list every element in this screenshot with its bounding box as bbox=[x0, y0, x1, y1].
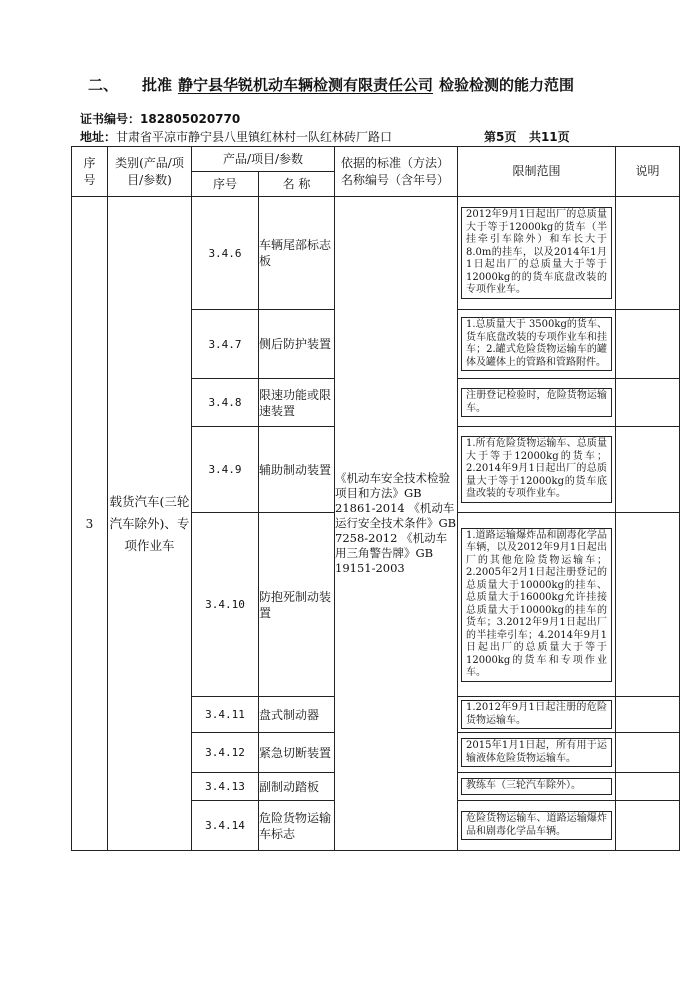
row-limit: 2012年9月1日起出厂的总质量大于等于12000kg的货车（半挂牵引车除外）和车长大于8.0m的挂车，以及2014年1月1日起出厂的总质量大于等于12000kg的的货车底盘改装的专项作业车。 bbox=[461, 207, 612, 299]
page-current: 5 bbox=[496, 130, 505, 144]
row-limit: 注册登记检验时，危险货物运输车。 bbox=[461, 388, 612, 417]
section-number: 二、 bbox=[88, 76, 119, 94]
row-code: 3.4.11 bbox=[192, 697, 259, 733]
row-name: 盘式制动器 bbox=[259, 697, 335, 733]
page-total: 11 bbox=[540, 130, 558, 144]
row-code: 3.4.13 bbox=[192, 773, 259, 801]
row-name: 辅助制动装置 bbox=[259, 427, 335, 513]
organization-name: 静宁县华锐机动车辆检测有限责任公司 bbox=[178, 76, 434, 94]
row-limit: 1.道路运输爆炸品和剧毒化学品车辆，以及2012年9月1日起出厂的其他危险货物运输车；2.2005年2月1日起注册登记的总质量大于10000kg的挂车、总质量大于16000kg允许挂接总质量大于10000kg的挂车的货车；3.2012年9月1日起出厂的半挂牵引车；4.2014年9月1日起出厂的总质量大于等于12000kg的货车和专项作业车。 bbox=[461, 528, 612, 682]
group-category: 载货汽车(三轮汽车除外)、专项作业车 bbox=[108, 197, 192, 851]
row-note bbox=[616, 513, 680, 697]
header-product-group: 产品/项目/参数 bbox=[192, 147, 335, 172]
header-seq: 序号 bbox=[72, 147, 108, 197]
page-indicator bbox=[484, 128, 570, 145]
header-category: 类别(产品/项目/参数) bbox=[108, 147, 192, 197]
row-note bbox=[616, 310, 680, 379]
certificate-number bbox=[80, 110, 240, 127]
header-standard: 依据的标准（方法）名称编号（含年号） bbox=[335, 147, 458, 197]
page-current-label: 第 bbox=[484, 130, 497, 144]
table-row bbox=[72, 197, 680, 310]
row-note bbox=[616, 379, 680, 427]
row-note bbox=[616, 427, 680, 513]
standards-text: 《机动车安全技术检验项目和方法》GB 21861-2014 《机动车运行安全技术条件》GB 7258-2012 《机动车用三角警告牌》GB 19151-2003 bbox=[335, 197, 458, 851]
row-code: 3.4.14 bbox=[192, 801, 259, 851]
header-sub-seq: 序号 bbox=[192, 172, 259, 197]
row-limit: 1.所有危险货物运输车、总质量大于等于12000kg的货车；2.2014年9月1日起出厂的总质量大于等于12000kg的货车底盘改装的专项作业车。 bbox=[461, 436, 612, 503]
certificate-value: 182805020770 bbox=[140, 112, 241, 126]
address-label: 地址： bbox=[80, 130, 117, 144]
row-limit: 1.总质量大于 3500kg的货车、货车底盘改装的专项作业车和挂车；2.罐式危险货物运输车的罐体及罐体上的管路和管路附件。 bbox=[461, 317, 612, 371]
header-note: 说明 bbox=[616, 147, 680, 197]
row-limit: 教练车（三轮汽车除外）。 bbox=[461, 778, 612, 795]
address-value: 甘肃省平凉市静宁县八里镇红林村一队红林砖厂路口 bbox=[116, 130, 393, 144]
row-name: 副制动踏板 bbox=[259, 773, 335, 801]
row-note bbox=[616, 733, 680, 773]
heading-suffix: 检验检测的能力范围 bbox=[439, 76, 575, 94]
row-name: 侧后防护装置 bbox=[259, 310, 335, 379]
heading-prefix: 批准 bbox=[142, 76, 173, 94]
row-note bbox=[616, 773, 680, 801]
row-code: 3.4.12 bbox=[192, 733, 259, 773]
page-total-label: 共 bbox=[528, 130, 541, 144]
row-code: 3.4.7 bbox=[192, 310, 259, 379]
row-code: 3.4.9 bbox=[192, 427, 259, 513]
certificate-label: 证书编号： bbox=[80, 112, 141, 126]
header-limit: 限制范围 bbox=[458, 147, 616, 197]
row-name: 车辆尾部标志板 bbox=[259, 197, 335, 310]
capability-table bbox=[71, 146, 680, 851]
section-heading bbox=[88, 74, 668, 95]
page-total-unit: 页 bbox=[557, 130, 570, 144]
row-name: 防抱死制动装置 bbox=[259, 513, 335, 697]
row-code: 3.4.6 bbox=[192, 197, 259, 310]
row-code: 3.4.8 bbox=[192, 379, 259, 427]
row-name: 限速功能或限速装置 bbox=[259, 379, 335, 427]
row-code: 3.4.10 bbox=[192, 513, 259, 697]
page-current-unit: 页 bbox=[504, 130, 517, 144]
row-limit: 2015年1月1日起，所有用于运输液体危险货物运输车。 bbox=[461, 738, 612, 767]
header-sub-name: 名 称 bbox=[259, 172, 335, 197]
row-limit: 危险货物运输车、道路运输爆炸品和剧毒化学品车辆。 bbox=[461, 811, 612, 840]
row-note bbox=[616, 801, 680, 851]
row-note bbox=[616, 697, 680, 733]
group-seq: 3 bbox=[72, 197, 108, 851]
row-name: 危险货物运输车标志 bbox=[259, 801, 335, 851]
row-note bbox=[616, 197, 680, 310]
row-limit: 1.2012年9月1日起注册的危险货物运输车。 bbox=[461, 700, 612, 729]
row-name: 紧急切断装置 bbox=[259, 733, 335, 773]
